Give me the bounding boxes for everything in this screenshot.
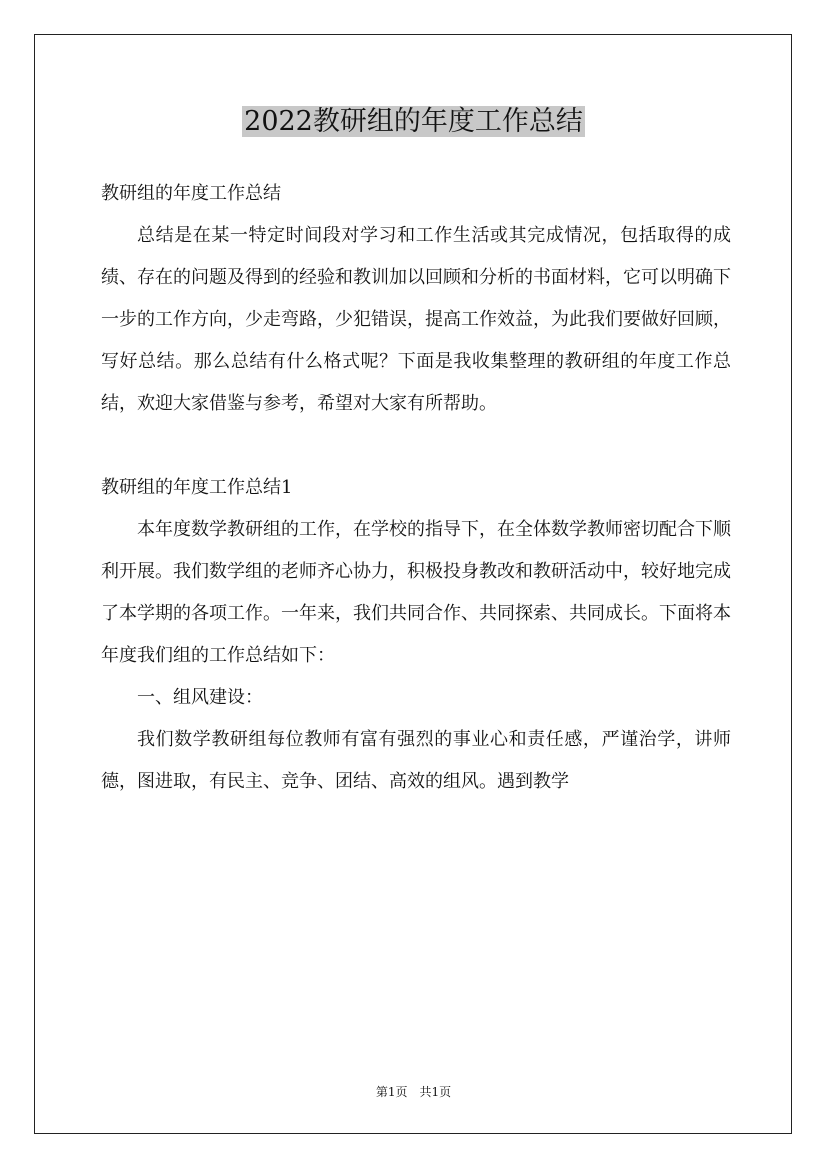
document-title <box>0 102 827 142</box>
page-footer <box>0 1082 827 1102</box>
body-paragraph-continued: 我们数学教研组每位教师有富有强烈的事业心和责任感，严谨治学，讲师德，图进取，有民主、竞争、团结、高效的组风。遇到教学 <box>101 729 731 792</box>
body-paragraph: 本年度数学教研组的工作，在学校的指导下，在全体数学教师密切配合下顺利开展。我们数学组的老师齐心协力，积极投身教改和教研活动中，较好地完成了本学期的各项工作。一年来，我们共同合作、共同探索、共同成长。下面将本年度我们组的工作总结如下： <box>101 519 731 666</box>
paragraph-gap <box>101 425 731 467</box>
page-number: 第1页 <box>375 1085 408 1099</box>
document-title-text: 2022教研组的年度工作总结 <box>244 106 583 137</box>
section-heading-1: 教研组的年度工作总结1 <box>101 477 293 498</box>
document-body <box>101 173 731 803</box>
subsection-heading: 一、组风建设： <box>137 687 263 708</box>
page-total: 共1页 <box>419 1085 452 1099</box>
section-heading-intro: 教研组的年度工作总结 <box>101 183 281 204</box>
intro-paragraph: 总结是在某一特定时间段对学习和工作生活或其完成情况，包括取得的成绩、存在的问题及得到的经验和教训加以回顾和分析的书面材料，它可以明确下一步的工作方向，少走弯路，少犯错误，提高工作效益，为此我们要做好回顾，写好总结。那么总结有什么格式呢？下面是我收集整理的教研组的年度工作总结，欢迎大家借鉴与参考，希望对大家有所帮助。 <box>101 225 731 414</box>
